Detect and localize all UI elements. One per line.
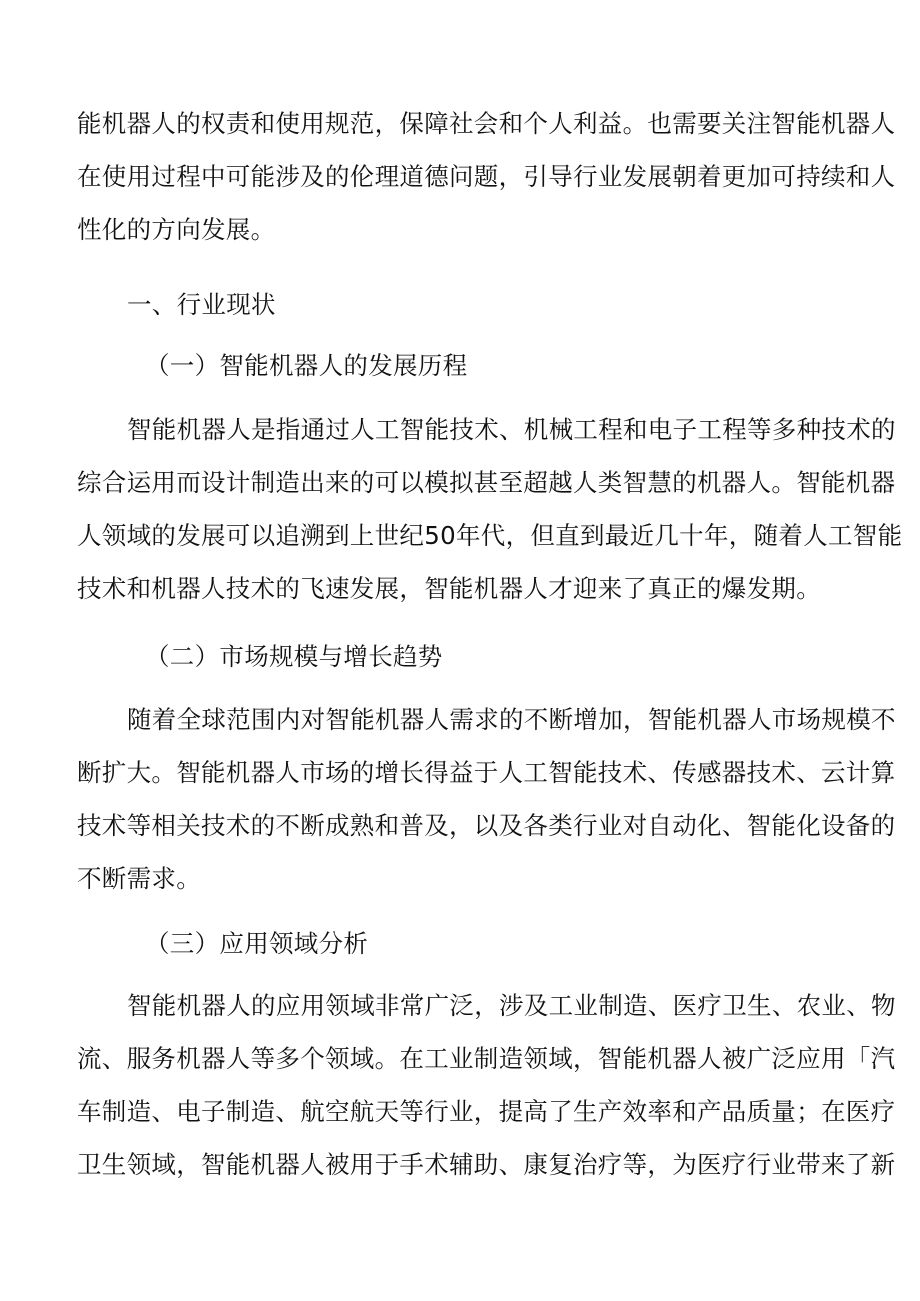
paragraph-line: 技术等相关技术的不断成熟和普及，以及各类行业对自动化、智能化设备的	[77, 811, 896, 840]
paragraph-line: 随着全球范围内对智能机器人需求的不断增加，智能机器人市场规模不	[127, 705, 896, 734]
paragraph-line: 人领域的发展可以追溯到上世纪50年代，但直到最近几十年，随着人工智能	[77, 521, 903, 550]
paragraph-line: 车制造、电子制造、航空航天等行业，提高了生产效率和产品质量；在医疗	[77, 1097, 896, 1126]
subsection-heading-2: （二）市场规模与增长趋势	[145, 642, 443, 671]
paragraph-line: 断扩大。智能机器人市场的增长得益于人工智能技术、传感器技术、云计算	[77, 758, 896, 787]
paragraph-line: 综合运用而设计制造出来的可以模拟甚至超越人类智慧的机器人。智能机器	[77, 468, 896, 497]
paragraph-line: 流、服务机器人等多个领域。在工业制造领域，智能机器人被广泛应用「汽	[77, 1044, 896, 1073]
paragraph-line: 智能机器人的应用领域非常广泛，涉及工业制造、医疗卫生、农业、物	[127, 991, 896, 1020]
paragraph-line: 智能机器人是指通过人工智能技术、机械工程和电子工程等多种技术的	[127, 415, 896, 444]
paragraph-line: 不断需求。	[77, 864, 201, 893]
paragraph-line: 能机器人的权责和使用规范，保障社会和个人利益。也需要关注智能机器人	[77, 109, 896, 138]
subsection-heading-1: （一）智能机器人的发展历程	[145, 351, 468, 380]
paragraph-line: 性化的方向发展。	[77, 215, 276, 244]
section-heading: 一、行业现状	[127, 290, 276, 319]
subsection-heading-3: （三）应用领域分析	[145, 929, 369, 958]
paragraph-line: 技术和机器人技术的飞速发展，智能机器人才迎来了真正的爆发期。	[77, 574, 821, 603]
paragraph-line: 在使用过程中可能涉及的伦理道德问题，引导行业发展朝着更加可持续和人	[77, 162, 896, 191]
paragraph-line: 卫生领域，智能机器人被用于手术辅助、康复治疗等，为医疗行业带来了新	[77, 1150, 896, 1179]
